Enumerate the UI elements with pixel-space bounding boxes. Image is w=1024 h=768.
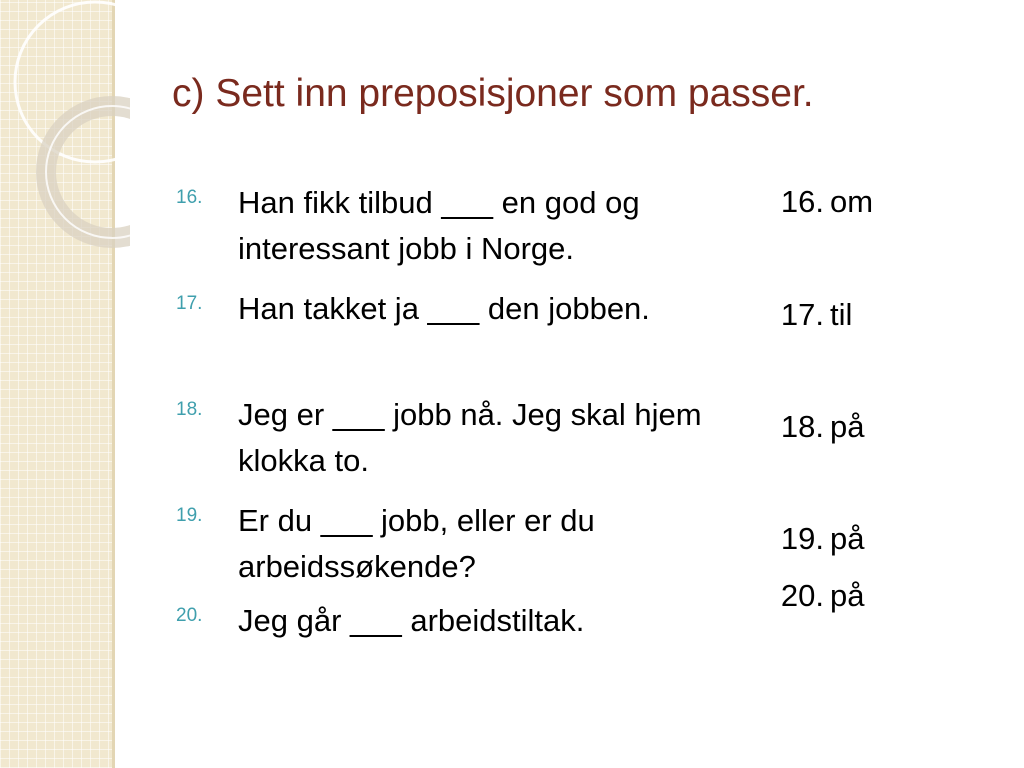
question-text: Er du ___ jobb, eller er du arbeidssøkende?	[238, 503, 595, 584]
answer-word: på	[830, 578, 865, 613]
answer-number: 17.	[780, 297, 824, 332]
decorative-side-band	[0, 0, 112, 768]
answer-number: 20.	[780, 578, 824, 613]
answer-item	[766, 574, 966, 618]
question-number: 19.	[176, 505, 203, 526]
slide-title: c) Sett inn preposisjoner som passer.	[172, 72, 814, 115]
question-number: 17.	[176, 293, 203, 314]
answer-number: 16.	[780, 184, 824, 219]
question-text: Jeg går ___ arbeidstiltak.	[238, 603, 585, 638]
question-number: 16.	[176, 187, 203, 208]
answer-word: på	[830, 521, 865, 556]
answer-item	[766, 405, 966, 449]
answer-word: om	[830, 184, 874, 219]
question-text: Han takket ja ___ den jobben.	[238, 291, 650, 326]
answer-word: på	[830, 409, 865, 444]
question-number: 20.	[176, 605, 203, 626]
question-text: Jeg er ___ jobb nå. Jeg skal hjem klokka to.	[238, 397, 702, 478]
question-number: 18.	[176, 399, 203, 420]
answer-number: 19.	[780, 521, 824, 556]
answer-item	[766, 517, 966, 561]
answer-number: 18.	[780, 409, 824, 444]
answer-item	[766, 293, 966, 337]
question-text: Han fikk tilbud ___ en god og interessant jobb i Norge.	[238, 185, 640, 266]
answer-item	[766, 180, 966, 224]
side-band-edge	[112, 0, 115, 768]
answer-word: til	[830, 297, 853, 332]
